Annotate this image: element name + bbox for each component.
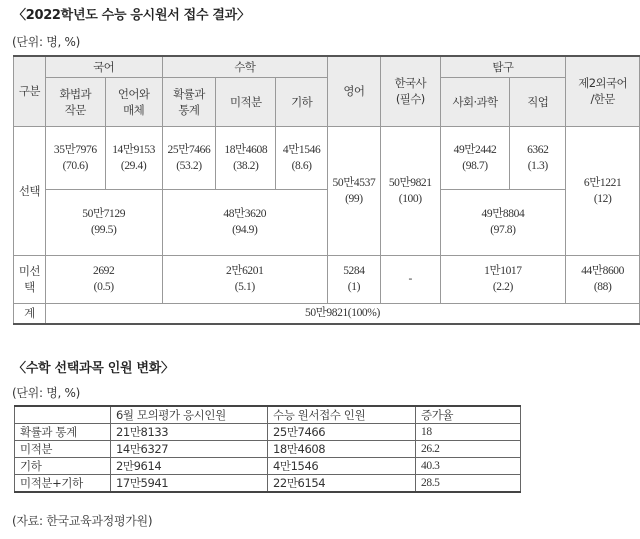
source-note: (자료: 한국교육과정평가원) <box>12 514 153 528</box>
header-english: 영어 <box>328 56 381 126</box>
row-csat-application: 4만1546 <box>268 458 416 475</box>
cell-un-english: 5284 (1) <box>328 255 381 303</box>
cell-un-inquiry: 1만1017 (2.2) <box>440 255 566 303</box>
header-math-geometry: 기하 <box>276 77 328 126</box>
row-june-mock: 17만5941 <box>111 475 268 493</box>
cell-sel-korean-language: 14만9153 (29.4) <box>105 126 162 189</box>
row-csat-application: 25만7466 <box>268 424 416 441</box>
section2-title: 〈수학 선택과목 인원 변화〉 <box>13 361 174 376</box>
section1-title: 〈2022학년도 수능 응시원서 접수 결과〉 <box>13 8 250 23</box>
cell-sel-math-calculus: 18만4608 (38.2) <box>216 126 276 189</box>
row-subject: 미적분 <box>15 441 111 458</box>
cell-un-math: 2만6201 (5.1) <box>162 255 327 303</box>
header-korean-speech: 화법과 작문 <box>45 77 105 126</box>
row-csat-application: 18만4608 <box>268 441 416 458</box>
math-elective-table <box>14 405 521 493</box>
cell-un-foreign: 44만8600 (88) <box>566 255 640 303</box>
cell-sel-math-probability: 25만7466 (53.2) <box>162 126 216 189</box>
row-increase-rate: 18 <box>416 424 521 441</box>
header-math-calculus: 미적분 <box>216 77 276 126</box>
header-history: 한국사 (필수) <box>380 56 440 126</box>
cell-sel-inquiry-vocational: 6362 (1.3) <box>510 126 566 189</box>
header-math: 수학 <box>162 56 327 77</box>
cell-sel-math-total: 48만3620 (94.9) <box>162 189 327 255</box>
section2-unit: (단위: 명, %) <box>12 386 81 400</box>
col-header-subject <box>15 406 111 424</box>
cell-sel-inquiry-social-science: 49만2442 (98.7) <box>440 126 510 189</box>
header-korean: 국어 <box>45 56 162 77</box>
section1-unit: (단위: 명, %) <box>12 35 81 49</box>
header-korean-language: 언어와 매체 <box>105 77 162 126</box>
exam-application-table <box>13 55 640 325</box>
header-inquiry-vocational: 직업 <box>510 77 566 126</box>
col-header-csat-application: 수능 원서접수 인원 <box>268 406 416 424</box>
row-selected-label: 선택 <box>14 126 46 255</box>
cell-sel-english: 50만4537 (99) <box>328 126 381 255</box>
row-unselected-label: 미선 택 <box>14 255 46 303</box>
col-header-june-mock: 6월 모의평가 응시인원 <box>111 406 268 424</box>
row-total-label: 계 <box>14 303 46 324</box>
cell-un-korean: 2692 (0.5) <box>45 255 162 303</box>
cell-sel-inquiry-total: 49만8804 (97.8) <box>440 189 566 255</box>
row-subject: 기하 <box>15 458 111 475</box>
cell-sel-history: 50만9821 (100) <box>380 126 440 255</box>
header-math-probability: 확률과 통계 <box>162 77 216 126</box>
row-subject: 확률과 통계 <box>15 424 111 441</box>
cell-total-value: 50만9821(100%) <box>45 303 639 324</box>
row-csat-application: 22만6154 <box>268 475 416 493</box>
header-foreign: 제2외국어 /한문 <box>566 56 640 126</box>
header-inquiry: 탐구 <box>440 56 566 77</box>
header-inquiry-social-science: 사회·과학 <box>440 77 510 126</box>
cell-sel-foreign: 6만1221 (12) <box>566 126 640 255</box>
cell-un-history: - <box>380 255 440 303</box>
header-gubun: 구분 <box>14 56 46 126</box>
cell-sel-math-geometry: 4만1546 (8.6) <box>276 126 328 189</box>
row-increase-rate: 26.2 <box>416 441 521 458</box>
row-increase-rate: 28.5 <box>416 475 521 493</box>
row-june-mock: 2만9614 <box>111 458 268 475</box>
row-increase-rate: 40.3 <box>416 458 521 475</box>
cell-sel-korean-speech: 35만7976 (70.6) <box>45 126 105 189</box>
row-subject: 미적분+기하 <box>15 475 111 493</box>
col-header-increase-rate: 증가율 <box>416 406 521 424</box>
row-june-mock: 21만8133 <box>111 424 268 441</box>
row-june-mock: 14만6327 <box>111 441 268 458</box>
cell-sel-korean-total: 50만7129 (99.5) <box>45 189 162 255</box>
